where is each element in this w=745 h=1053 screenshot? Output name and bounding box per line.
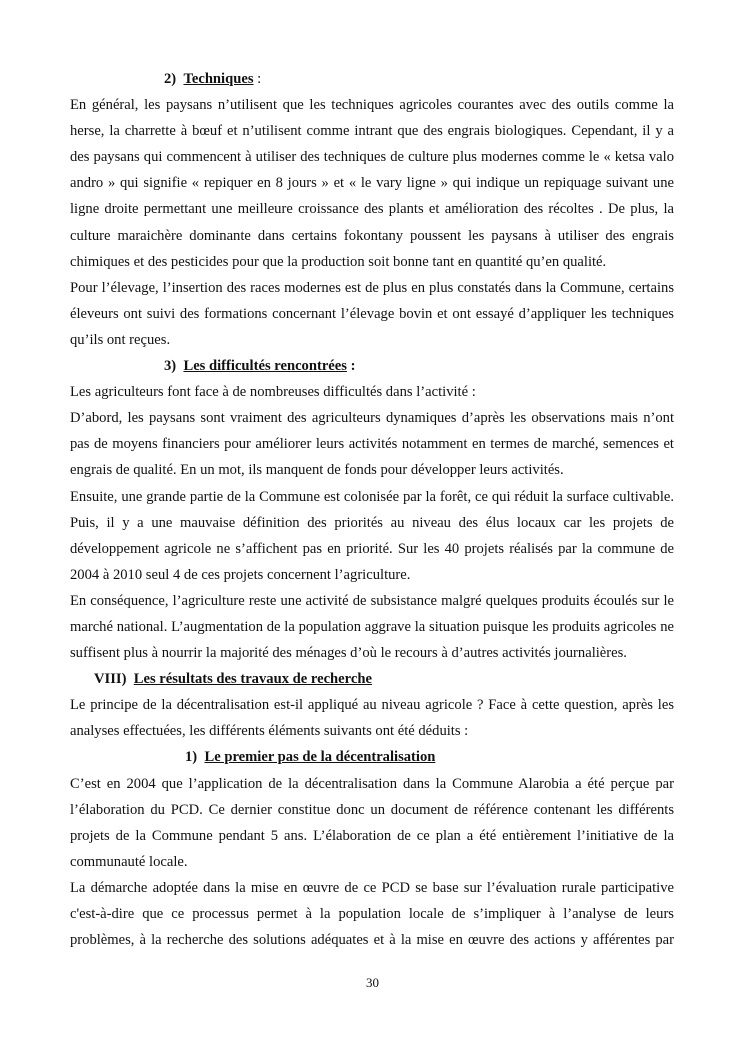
heading-resultats bbox=[70, 666, 674, 692]
paragraph: Les agriculteurs font face à de nombreuses difficultés dans l’activité : bbox=[70, 384, 476, 401]
heading-number: 2) bbox=[164, 71, 177, 87]
paragraph: En général, les paysans n’utilisent que les techniques agricoles courantes avec des outils comme la herse, la charrette à bœuf et n’utilisent comme intrant que des engrais biologiques. Cependant, il y a des paysans qui commencent à utiliser des techniques de culture plus modernes comme le « ketsa valo andro » qui signifie « repiquer en 8 jours » et « le vary ligne » qui indique un repiquage suivant une ligne droite permettant une meilleure croissance des plants et amélioration des récoltes . De plus, la culture maraichère dominante dans certains fokontany poussent les paysans à utiliser des engrais chimiques et des pesticides pour que la production soit bonne tant en quantité qu’en qualité. bbox=[70, 97, 674, 270]
heading-title: Le premier pas de la décentralisation bbox=[204, 749, 436, 766]
paragraph: En conséquence, l’agriculture reste une activité de subsistance malgré quelques produits écoulés sur le marché national. L’augmentation de la population aggrave la situation puisque les produits agricoles ne suffisent plus à nourrir la majorité des ménages d’où le recours à d’autres activités journalières. bbox=[70, 592, 674, 662]
page-number: 30 bbox=[366, 975, 379, 990]
heading-title: Techniques bbox=[183, 71, 254, 87]
heading-suffix: : bbox=[253, 71, 262, 87]
heading-techniques bbox=[70, 66, 674, 92]
paragraph: C’est en 2004 que l’application de la décentralisation dans la Commune Alarobia a été perçue par l’élaboration du PCD. Ce dernier constitue donc un document de référence contenant les différents projets de la Commune pendant 5 ans. L’élaboration de ce plan a été entièrement l’initiative de la communauté locale. bbox=[70, 775, 674, 870]
document-page bbox=[70, 66, 674, 953]
paragraph: Le principe de la décentralisation est-il appliqué au niveau agricole ? Face à cette question, après les analyses effectuées, les différents éléments suivants ont été déduits : bbox=[70, 697, 674, 740]
paragraph: Pour l’élevage, l’insertion des races modernes est de plus en plus constatés dans la Commune, certains éleveurs ont suivi des formations concernant l’élevage bovin et ont essayé d’appliquer les techniques qu’ils ont reçues. bbox=[70, 279, 674, 348]
heading-number: 1) bbox=[185, 749, 198, 766]
heading-suffix: : bbox=[346, 358, 356, 375]
paragraph: Ensuite, une grande partie de la Commune est colonisée par la forêt, ce qui réduit la surface cultivable. Puis, il y a une mauvaise définition des priorités au niveau des élus locaux car les projets de développement agricole ne s’affichent pas en priorité. Sur les 40 projets réalisés par la commune de 2004 à 2010 seul 4 de ces projets concernent l’agriculture. bbox=[70, 488, 674, 583]
heading-number: VIII) bbox=[94, 671, 127, 688]
paragraph: La démarche adoptée dans la mise en œuvre de ce PCD se base sur l’évaluation rurale participative c'est-à-dire que ce processus permet à la population locale de s’impliquer à l’analyse de leurs problèmes, à la recherche des solutions adéquates et à la mise en œuvre des actions y afférentes par bbox=[70, 879, 674, 949]
heading-number: 3) bbox=[164, 358, 177, 375]
heading-title: Les difficultés rencontrées bbox=[183, 358, 347, 375]
heading-premier-pas bbox=[70, 744, 674, 770]
heading-title: Les résultats des travaux de recherche bbox=[133, 671, 372, 688]
heading-difficultes bbox=[70, 353, 674, 379]
paragraph: D’abord, les paysans sont vraiment des agriculteurs dynamiques d’après les observations mais n’ont pas de moyens financiers pour améliorer leurs activités notamment en termes de marché, semences et engrais de qualité. En un mot, ils manquent de fonds pour développer leurs activités. bbox=[70, 410, 674, 479]
